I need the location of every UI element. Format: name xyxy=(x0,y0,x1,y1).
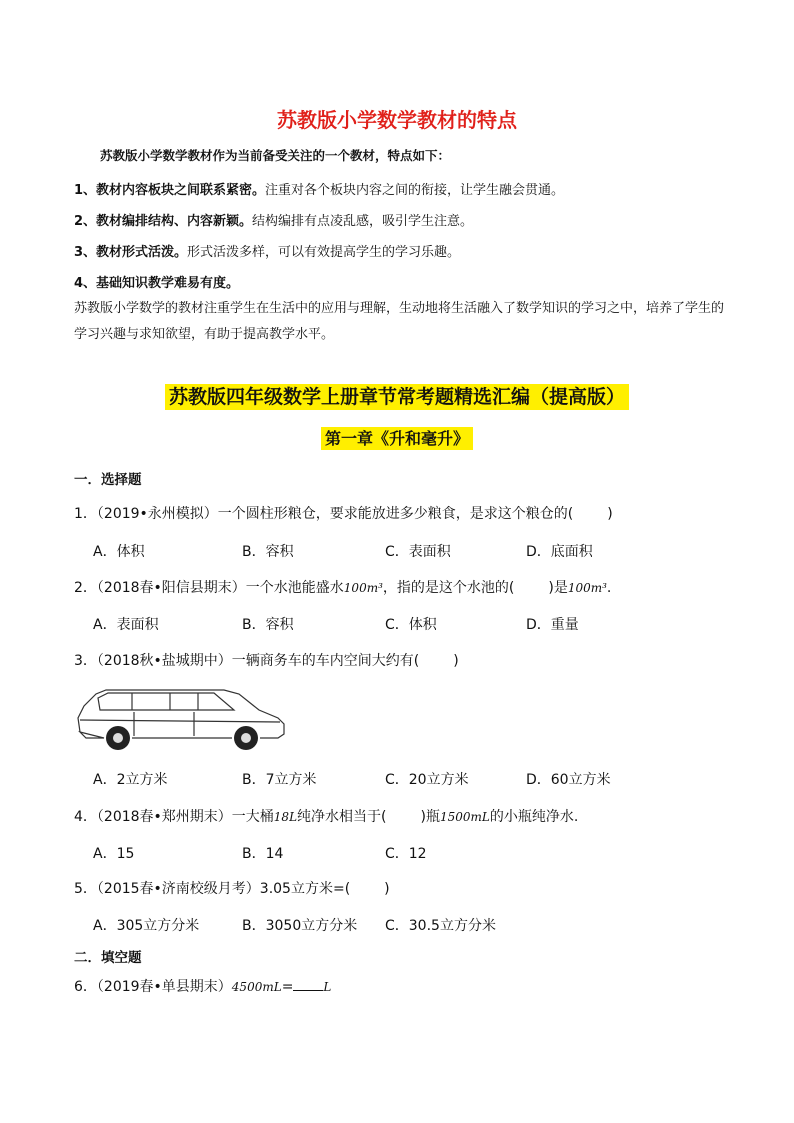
question-1: 1．（2019•永州模拟）一个圆柱形粮仓，要求能放进多少粮食，是求这个粮仓的( ) xyxy=(74,506,613,522)
feature-item: 1、教材内容板块之间联系紧密。注重对各个板块内容之间的衔接，让学生融会贯通。 xyxy=(74,183,565,198)
car-image xyxy=(74,684,288,752)
option: B．14 xyxy=(242,846,284,862)
option: A．305立方分米 xyxy=(93,918,200,934)
option: D．60立方米 xyxy=(526,772,611,788)
collection-title: 苏教版四年级数学上册章节常考题精选汇编（提高版） xyxy=(0,382,794,409)
option: C．30.5立方分米 xyxy=(385,918,496,934)
option: C．体积 xyxy=(385,617,437,633)
question-4: 4．（2018春•郑州期末）一大桶18L纯净水相当于( )瓶1500mL的小瓶纯净水. xyxy=(74,809,579,825)
option: D．底面积 xyxy=(526,544,593,560)
feature-item: 2、教材编排结构、内容新颖。结构编排有点凌乱感，吸引学生注意。 xyxy=(74,214,474,229)
option: A．体积 xyxy=(93,544,145,560)
page-title: 苏教版小学数学教材的特点 xyxy=(277,108,517,132)
option: C．12 xyxy=(385,846,427,862)
question-2: 2．（2018春•阳信县期末）一个水池能盛水100m³，指的是这个水池的( )是100m³. xyxy=(74,580,612,596)
option: B．7立方米 xyxy=(242,772,317,788)
option: C．20立方米 xyxy=(385,772,469,788)
intro-text: 苏教版小学数学教材作为当前备受关注的一个教材，特点如下： xyxy=(100,148,451,163)
section-heading-choice: 一．选择题 xyxy=(74,472,142,488)
feature-item: 4、基础知识教学难易有度。 xyxy=(74,276,240,291)
question-6: 6．（2019春•单县期末）4500mL= L xyxy=(74,979,332,995)
question-3: 3．（2018秋•盐城期中）一辆商务车的车内空间大约有( ) xyxy=(74,653,459,669)
option: B．3050立方分米 xyxy=(242,918,358,934)
option: A．2立方米 xyxy=(93,772,168,788)
option: C．表面积 xyxy=(385,544,451,560)
feature-item: 3、教材形式活泼。形式活泼多样，可以有效提高学生的学习乐趣。 xyxy=(74,245,461,260)
option: A．15 xyxy=(93,846,135,862)
chapter-title: 第一章《升和毫升》 xyxy=(0,426,794,449)
question-5: 5．（2015春•济南校级月考）3.05立方米=( ) xyxy=(74,881,390,897)
section-heading-fill: 二．填空题 xyxy=(74,950,142,966)
option: B．容积 xyxy=(242,544,294,560)
option: A．表面积 xyxy=(93,617,159,633)
option: B．容积 xyxy=(242,617,294,633)
option: D．重量 xyxy=(526,617,579,633)
summary-paragraph: 苏教版小学数学的教材注重学生在生活中的应用与理解，生动地将生活融入了数学知识的学习之中，培养了学生的学习兴趣与求知欲望，有助于提高教学水平。 xyxy=(74,301,725,342)
answer-blank[interactable] xyxy=(293,978,323,991)
